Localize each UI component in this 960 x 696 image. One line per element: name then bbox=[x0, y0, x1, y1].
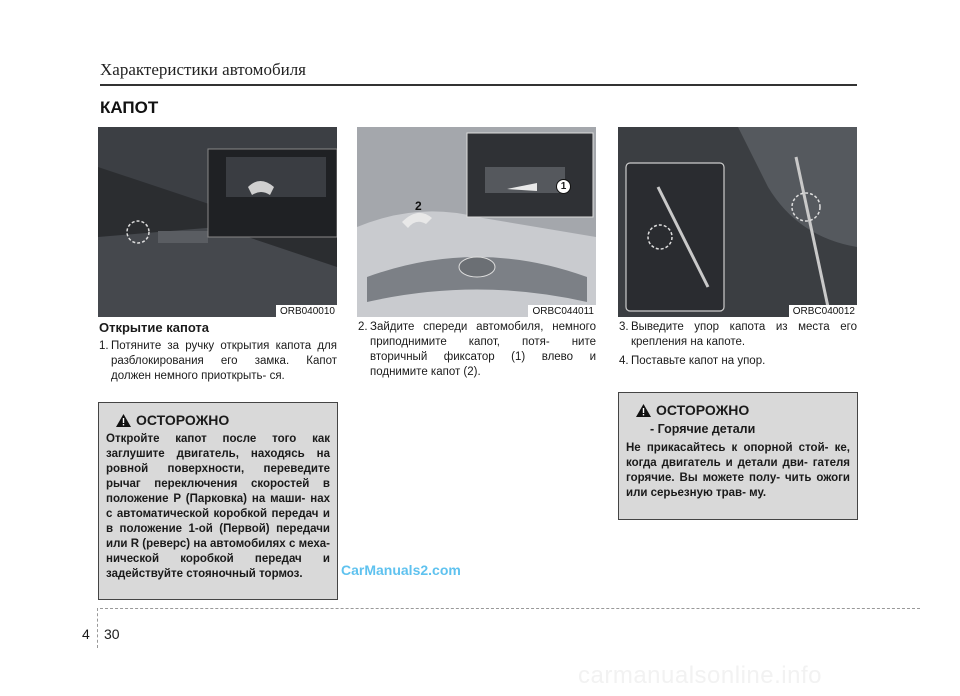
callout-2: 2 bbox=[415, 199, 422, 213]
chapter-number: 4 bbox=[82, 626, 90, 642]
warning-box-hot-parts bbox=[618, 392, 858, 520]
figure-label: ORBC040012 bbox=[789, 305, 857, 317]
step-1 bbox=[99, 339, 337, 384]
warning-body: Не прикасайтесь к опорной стой- ке, когда двигатель и детали дви- гателя горячие. Вы можете полу- чить ожоги или серьезную трав- му. bbox=[626, 442, 850, 499]
warning-title: ОСТОРОЖНО bbox=[136, 412, 230, 428]
figure-label: ORBC044011 bbox=[528, 305, 596, 317]
section-title: КАПОТ bbox=[100, 98, 159, 117]
chapter-header: Характеристики автомобиля bbox=[100, 60, 306, 79]
warning-triangle-icon bbox=[116, 414, 131, 427]
warning-box-parking bbox=[98, 402, 338, 600]
warning-title: ОСТОРОЖНО bbox=[656, 402, 750, 418]
footer-rule bbox=[100, 608, 920, 609]
step-text: Выведите упор капота из места его крепления на капоте. bbox=[631, 321, 857, 348]
watermark-link[interactable]: CarManuals2.com bbox=[341, 562, 461, 578]
step-number: 1. bbox=[99, 340, 109, 352]
step-number: 4. bbox=[619, 355, 629, 367]
header-rule bbox=[100, 84, 857, 86]
warning-header bbox=[116, 413, 330, 428]
step-4 bbox=[619, 354, 857, 369]
step-number: 2. bbox=[358, 321, 368, 333]
step-text: Потяните за ручку открытия капота для разблокирования его замка. Капот должен немного приоткрыть- ся. bbox=[111, 340, 337, 382]
warning-body: Откройте капот после того как заглушите двигатель, находясь на ровной поверхности, переведите рычаг переключения скоростей в положение P (Парковка) на маши- нах с автоматической коробкой передач и в положение 1-ой (Первой) передачи или R (реверс) на автомобилях с меха- нической коробкой передач и задействуйте стояночный тормоз. bbox=[106, 433, 330, 580]
page-number: 30 bbox=[104, 626, 120, 642]
step-number: 3. bbox=[619, 321, 629, 333]
figure-hood-support-rod bbox=[618, 127, 857, 317]
warning-subtitle: - Горячие детали bbox=[650, 422, 756, 436]
step-2 bbox=[358, 320, 596, 380]
subsection-title: Открытие капота bbox=[99, 320, 210, 335]
footer-divider bbox=[97, 608, 98, 648]
warning-header bbox=[636, 403, 850, 418]
step-text: Поставьте капот на упор. bbox=[631, 355, 766, 367]
callout-1: 1 bbox=[556, 179, 571, 194]
figure-hood-release-lever bbox=[98, 127, 337, 317]
column-3-text bbox=[619, 320, 857, 369]
figure-label: ORB040010 bbox=[276, 305, 337, 317]
column-1-text bbox=[99, 320, 337, 384]
warning-triangle-icon bbox=[636, 404, 651, 417]
figure-secondary-latch bbox=[357, 127, 596, 317]
step-text: Зайдите спереди автомобиля, немного приподнимите капот, потя- ните вторичный фиксатор (1) влево и поднимите капот (2). bbox=[370, 321, 596, 378]
site-watermark: carmanualsonline.info bbox=[578, 662, 822, 689]
column-2-text bbox=[358, 320, 596, 380]
step-3 bbox=[619, 320, 857, 350]
